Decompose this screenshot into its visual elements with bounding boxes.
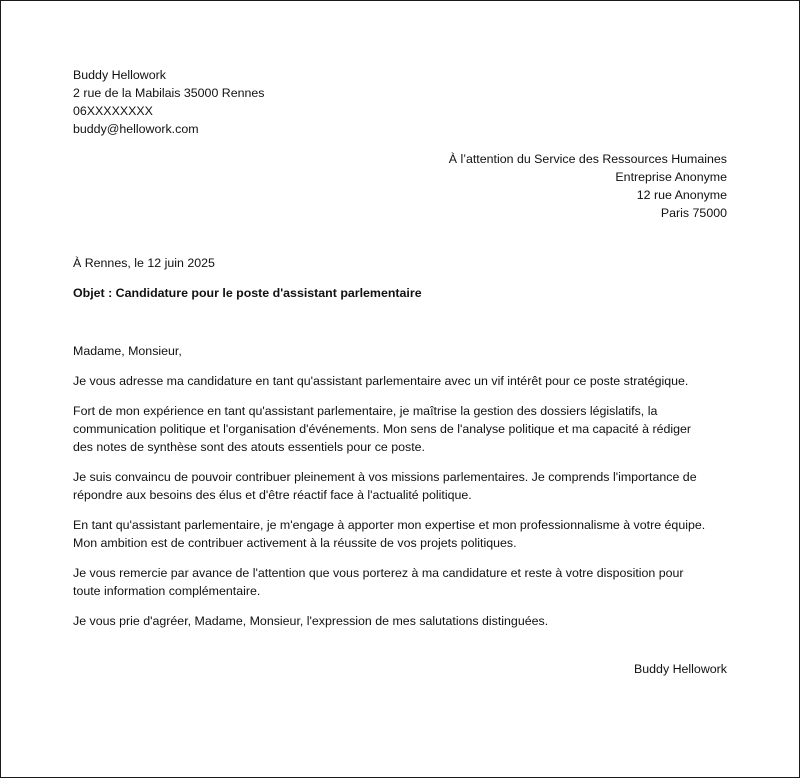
- recipient-block: [73, 150, 727, 222]
- recipient-attention: À l’attention du Service des Ressources Humaines: [448, 152, 727, 166]
- sender-block: [73, 66, 727, 138]
- recipient-street: 12 rue Anonyme: [636, 188, 727, 202]
- paragraph-line: Je vous remercie par avance de l'attention que vous porterez à ma candidature et reste à votre disposition pour: [73, 566, 684, 580]
- paragraph-line: Je suis convaincu de pouvoir contribuer pleinement à vos missions parlementaires. Je comprends l'importance de: [73, 470, 697, 484]
- paragraph-line: toute information complémentaire.: [73, 584, 261, 598]
- sender-phone: 06XXXXXXXX: [73, 104, 153, 118]
- paragraph-1: [73, 372, 727, 390]
- sender-address: 2 rue de la Mabilais 35000 Rennes: [73, 86, 265, 100]
- recipient-city: Paris 75000: [660, 206, 727, 220]
- letter-date: À Rennes, le 12 juin 2025: [73, 256, 215, 270]
- paragraph-line: répondre aux besoins des élus et d'être réactif face à l'actualité politique.: [73, 488, 472, 502]
- paragraph-line: En tant qu'assistant parlementaire, je m'engage à apporter mon expertise et mon professionnalisme à votre équipe.: [73, 518, 706, 532]
- letter-salutation: Madame, Monsieur,: [73, 344, 182, 358]
- sender-email: buddy@hellowork.com: [73, 122, 199, 136]
- paragraph-5: [73, 564, 727, 600]
- letter-content: [73, 66, 727, 678]
- paragraph-2: [73, 402, 727, 456]
- paragraph-line: Fort de mon expérience en tant qu'assistant parlementaire, je maîtrise la gestion des dossiers législatifs, la: [73, 404, 658, 418]
- sender-name: Buddy Hellowork: [73, 68, 166, 82]
- recipient-company: Entreprise Anonyme: [615, 170, 727, 184]
- letter-signature: Buddy Hellowork: [634, 662, 727, 676]
- paragraph-3: [73, 468, 727, 504]
- letter-subject: Objet : Candidature pour le poste d'assistant parlementaire: [73, 286, 422, 300]
- paragraph-line: Je vous prie d'agréer, Madame, Monsieur, l'expression de mes salutations distinguées.: [73, 614, 549, 628]
- paragraph-line: Mon ambition est de contribuer activement à la réussite de vos projets politiques.: [73, 536, 517, 550]
- paragraph-line: Je vous adresse ma candidature en tant qu'assistant parlementaire avec un vif intérêt pour ce poste stratégique.: [73, 374, 689, 388]
- paragraph-line: communication politique et l'organisation d'événements. Mon sens de l'analyse politique et ma capacité à rédiger: [73, 422, 692, 436]
- paragraph-6: [73, 612, 727, 630]
- paragraph-4: [73, 516, 727, 552]
- paragraph-line: des notes de synthèse sont des atouts essentiels pour ce poste.: [73, 440, 425, 454]
